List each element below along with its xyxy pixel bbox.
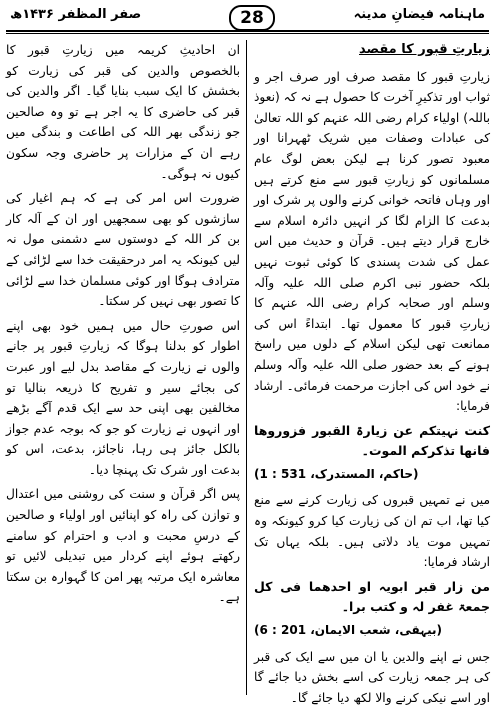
body-paragraph: ضرورت اس امر کی ہے کہ ہم اغیار کی سازشوں کو بھی سمجھیں اور ان کے آلہ کار بن کر اللہ کے دوستوں سے دشمنی مول نہ لیں کیونکہ یہ امر درحقیقت خدا سے لڑائی کے مترادف ہوگا اور کوئی مسلمان خدا سے لڑائی کا تصور بھی نہیں کر سکتا۔ [6, 191, 240, 309]
hadith-quote: من زار قبر ابویہ او احدھما فی کل جمعۃ غفر لہ و کتب برا۔ [254, 578, 490, 615]
right-column [254, 40, 490, 712]
body-paragraph: پس اگر قرآن و سنت کی روشنی میں اعتدال و توازن کی راہ کو اپنائیں اور اولیاء و صالحین کے درسِ محبت و ادب و احترام کو سامنے رکھتے ہوئے اپنے کردار میں تبدیلی لائیں تو معاشرہ ایک مرتبہ پھر امن کا گہوارہ بن سکتا ہے۔ [6, 487, 240, 605]
body-paragraph: جس نے اپنے والدین یا ان میں سے ایک کی قبر کی ہر جمعہ زیارت کی اسے بخش دیا جائے گا اور اسے نیکی کرنے والا لکھ دیا جائے گا۔ [254, 649, 490, 705]
body-paragraph: اس صورتِ حال میں ہمیں خود بھی اپنے اطوار کو بدلنا ہوگا کہ زیارتِ قبور پر جانے والوں نے زیارت کے مقاصد بدل لیے اور عبرت کی بجائے سیر و تفریح کا ذریعہ بنالیا تو مخالفین بھی اپنی حد سے ایک قدم آگے بڑھے اور انہوں نے زیارت کو جو کہ بوجہ عدم جواز بالکل جائز ہی رہا، ناجائز، بدعت، اس کو بدعت اور شرک تک پہنچا دیا۔ [6, 318, 240, 477]
page-header [6, 5, 489, 33]
column-divider [246, 40, 247, 695]
body-paragraph: زیارتِ قبور کا مقصد صرف اور صرف اجر و ثواب اور تذکیرِ آخرت کا حصول ہے نہ کہ (نعوذ باللہ) اولیاء کرام رضی اللہ عنہم کو اللہ تعالیٰ کی عبادات وصفات میں شریک ٹھہرانا اور معبود تصور کرنا ہے لیکن بعض لوگ عام مسلمانوں کو زیارتِ قبور سے منع کرتے ہیں اور وہاں فاتحہ خوانی کرنے والوں پر شرک اور بدعت کا الزام لگا کر انہیں دائرہ اسلام سے خارج قرار دیتے ہیں۔ قرآن و حدیث میں اس عمل کی شدت پسندی کا کوئی ثبوت نہیں بلکہ حضور نبی اکرم صلی اللہ علیہ وآلہ وسلم اور صحابہ کرام رضی اللہ عنہم کا زیارتِ قبور کا معمول تھا۔ ابتداءً اس کی ممانعت تھی لیکن اسلام کے دلوں میں راسخ ہونے کے بعد حضور صلی اللہ علیہ وآلہ وسلم نے خود اس کی اجازت مرحمت فرمائی۔ ارشاد فرمایا: [254, 69, 490, 414]
header-rule [6, 30, 489, 32]
header-rule-thin [6, 33, 489, 34]
section-heading: زیارتِ قبور کا مقصد [359, 42, 490, 57]
body-paragraph: میں نے تمہیں قبروں کی زیارت کرنے سے منع کیا تھا، اب تم ان کی زیارت کیا کرو کیونکہ وہ تمہیں موت یاد دلاتی ہیں۔ بلکہ یہاں تک ارشاد فرمایا: [254, 493, 490, 570]
hadith-reference: (بیہقی، شعب الایمان، 201 : 6) [254, 623, 443, 638]
left-column [6, 40, 240, 612]
hadith-quote: کنت نہیتکم عن زیارۃ القبور فزوروھا فانھا تذکرکم الموت۔ [254, 422, 490, 459]
hadith-reference: (حاکم، المستدرک، 531 : 1) [254, 466, 419, 481]
page-number: 28 [229, 5, 275, 31]
body-paragraph: ان احادیثِ کریمہ میں زیارتِ قبور کا بالخصوص والدین کی قبر کی زیارت کو بخشش کا ایک سبب بنایا گیا۔ اگر والدین کی قبر کی حاضری کا یہ اجر ہے تو وہ صالحین جو زندگی بھر اللہ کی اطاعت و بندگی میں رہے ان کے مزارات پر حاضری وجہ سکون کیوں نہ ہوگی۔ [6, 43, 240, 181]
magazine-title: ماہنامہ فیضانِ مدینہ [353, 7, 485, 22]
issue-date: صفر المظفر ۱۴۳۶ھ [10, 7, 142, 22]
